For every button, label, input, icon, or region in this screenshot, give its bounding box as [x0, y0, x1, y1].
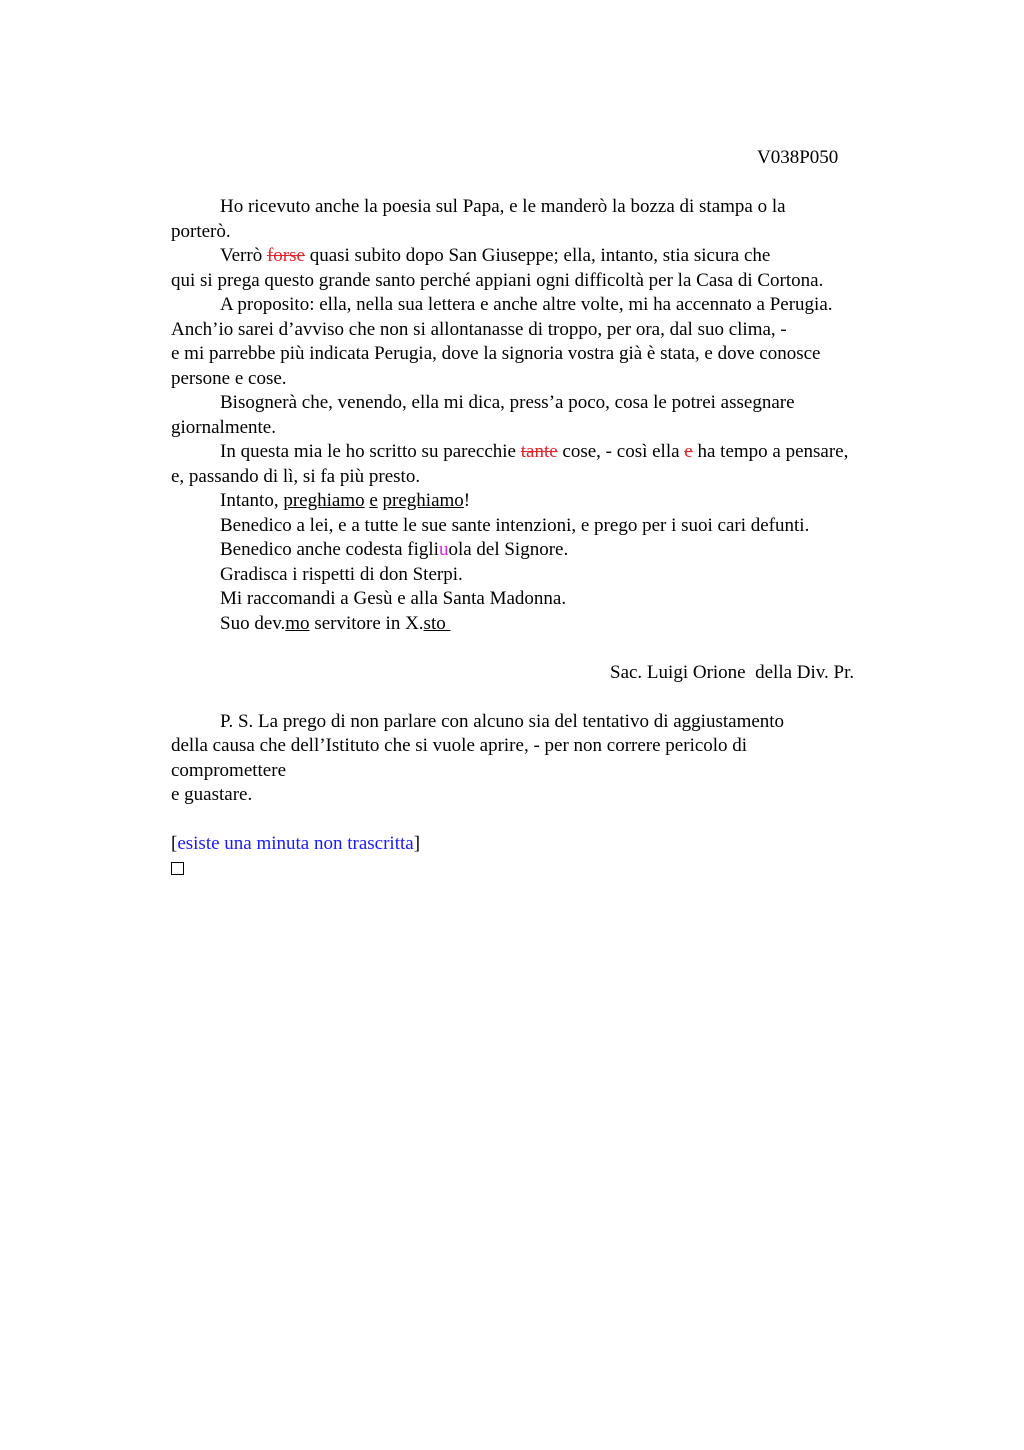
bracket-close: ]	[413, 833, 421, 854]
note-text: esiste una minuta non trascritta	[177, 833, 414, 854]
postscript-line-4: e guastare.	[171, 784, 253, 805]
paragraph-7: Benedico a lei, e a tutte le sue sante intenzioni, e prego per i suoi cari defunti.	[220, 514, 810, 536]
postscript-line-2: della causa che dell’Istituto che si vuole aprire, - per non correre pericolo di	[171, 735, 748, 756]
letter-body	[171, 195, 911, 882]
paragraph-3-line-1: A proposito: ella, nella sua lettera e anche altre volte, mi ha accennato a Perugia.	[220, 294, 833, 315]
closing-line	[171, 612, 911, 637]
end-marker	[171, 857, 911, 883]
underlined-word: preghiamo	[283, 490, 365, 511]
text-segment: Suo dev.	[220, 612, 286, 634]
postscript-line-1: P. S. La prego di non parlare con alcuno sia del tentativo di aggiustamento	[220, 710, 785, 732]
text-segment: Verrò	[220, 245, 267, 266]
bracket-open: [	[171, 833, 178, 854]
underlined-word: e	[369, 490, 378, 511]
signature: Sac. Luigi Orione della Div. Pr.	[610, 661, 855, 683]
paragraph-9: Gradisca i rispetti di don Sterpi.	[220, 563, 463, 585]
deleted-word: e	[684, 441, 693, 462]
inserted-letter: u	[438, 539, 449, 560]
underlined-abbrev: sto	[423, 612, 451, 634]
document-code: V038P050	[757, 147, 839, 168]
paragraph-1-line-1: Ho ricevuto anche la poesia sul Papa, e le manderò la bozza di stampa o la	[220, 196, 786, 217]
deleted-word: forse	[266, 245, 305, 266]
blank-line	[171, 636, 911, 661]
postscript-line-3: compromettere	[171, 759, 287, 781]
paragraph-6	[171, 489, 911, 514]
paragraph-2-line-2: qui si prega questo grande santo perché appiani ogni difficoltà per la Casa di Cortona.	[171, 269, 824, 291]
text-segment: Intanto,	[220, 490, 284, 511]
paragraph-3-line-2: Anch’io sarei d’avviso che non si allontanasse di troppo, per ora, dal suo clima, -	[171, 318, 787, 340]
paragraph-4-line-1: Bisognerà che, venendo, ella mi dica, press’a poco, cosa le potrei assegnare	[220, 392, 795, 413]
underlined-abbrev: mo	[285, 612, 310, 634]
text-segment: cose, - così ella	[557, 441, 685, 462]
text-segment: In questa mia le ho scritto su parecchie	[220, 441, 521, 462]
editorial-note	[171, 832, 911, 857]
paragraph-3-line-4: persone e cose.	[171, 367, 287, 389]
paragraph-5-line-2: e, passando di lì, si fa più presto.	[171, 465, 421, 487]
text-segment: ola del Signore.	[448, 539, 569, 560]
paragraph-4-line-2: giornalmente.	[171, 416, 276, 438]
empty-square-icon	[171, 862, 184, 875]
paragraph-8	[171, 538, 911, 563]
text-segment: ha tempo a pensare,	[692, 441, 849, 462]
paragraph-2-line-1	[171, 244, 911, 269]
paragraph-1-line-2: porterò.	[171, 220, 231, 242]
text-segment: servitore in X.	[309, 612, 424, 634]
text-segment: quasi subito dopo San Giuseppe; ella, intanto, stia sicura che	[304, 245, 771, 266]
paragraph-3-line-3: e mi parrebbe più indicata Perugia, dove la signoria vostra già è stata, e dove conosce	[171, 343, 821, 364]
underlined-word: preghiamo	[382, 490, 464, 511]
deleted-word: tante	[520, 441, 558, 462]
blank-line	[171, 808, 911, 833]
paragraph-10: Mi raccomandi a Gesù e alla Santa Madonna.	[220, 588, 567, 609]
text-segment: Benedico anche codesta figli	[220, 539, 439, 560]
text-segment: !	[463, 490, 471, 511]
blank-line	[171, 685, 911, 710]
paragraph-5-line-1	[171, 440, 911, 465]
